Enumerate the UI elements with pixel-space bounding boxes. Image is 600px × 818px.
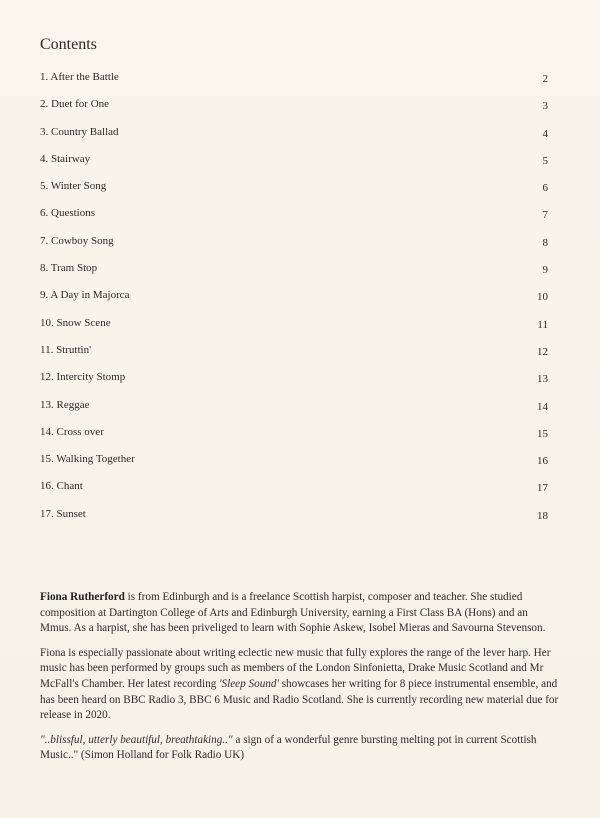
toc-entry-title: 14. Cross over (40, 425, 104, 438)
bio-paragraph-2 (40, 646, 560, 724)
toc-entry-page: 8 (542, 236, 548, 249)
bio-text-1: is from Edinburgh and is a freelance Scottish harpist, composer and teacher. She studied composition at Dartington College of Arts and Edinburgh University, earning a First Class BA (Hons) and an Mmus. As a harpist, she has been priveliged to learn with Sophie Askew, Isobel Mieras and Savourna Stevenson. (40, 591, 546, 635)
review-quote (40, 733, 560, 764)
toc-entry-title: 2. Duet for One (40, 98, 110, 111)
toc-entry-title: 4. Stairway (40, 152, 91, 165)
toc-entry (40, 121, 550, 148)
album-title: 'Sleep Sound' (219, 677, 279, 690)
toc-entry (40, 312, 550, 339)
bio-paragraph-1 (40, 590, 560, 637)
toc-entry-title: 13. Reggae (40, 398, 90, 411)
toc-entry-title: 7. Cowboy Song (40, 234, 114, 247)
toc-entry (40, 394, 550, 421)
toc-entry-title: 11. Struttin' (40, 343, 92, 356)
contents-heading: Contents (40, 36, 97, 53)
toc-entry-page: 16 (537, 455, 548, 468)
quote-attribution: a sign of a wonderful genre bursting melting pot in current Scottish Music.." (Simon Holland for Folk Radio UK) (40, 733, 537, 762)
toc-entry-title: 5. Winter Song (40, 180, 107, 193)
bio-text-2a: Fiona is especially passionate about writing eclectic new music that fully explores the range of the lever harp. Her music has been performed by groups such as members of the London Sinfonietta, Drake Music Scotland and Mr McFall's Chamber. Her latest recording (40, 646, 551, 690)
toc-entry (40, 93, 550, 120)
toc-entry-page: 2 (542, 73, 548, 85)
toc-entry-page: 10 (537, 291, 548, 304)
toc-entry (40, 503, 550, 530)
toc-entry (40, 339, 550, 366)
toc-entry-page: 14 (537, 400, 548, 413)
composer-name: Fiona Rutherford (40, 591, 125, 603)
toc-entry (40, 175, 550, 202)
toc-entry (40, 66, 550, 93)
toc-entry-page: 9 (542, 264, 548, 277)
toc-entry (40, 448, 550, 475)
toc-entry-page: 13 (537, 373, 548, 386)
toc-entry-page: 17 (537, 482, 548, 495)
toc-entry-title: 8. Tram Stop (40, 262, 98, 275)
toc-entry (40, 148, 550, 175)
toc-entry (40, 230, 550, 257)
toc-entry-page: 4 (542, 127, 548, 140)
toc-entry-page: 12 (537, 345, 548, 358)
toc-entry-title: 1. After the Battle (40, 71, 119, 83)
bio-text-2b: showcases her writing for 8 piece instrumental ensemble, and has been heard on BBC Radio 3, BBC 6 Music and Radio Scotland. She is currently recording new material due for release in 2020. (40, 677, 559, 722)
toc-entry (40, 475, 550, 502)
toc-entry-page: 5 (542, 154, 548, 167)
quote-text: "..blissful, utterly beautiful, breathtaking.." (40, 733, 233, 746)
toc-entry-title: 10. Snow Scene (40, 316, 111, 329)
toc-entry-page: 3 (542, 100, 548, 113)
table-of-contents (40, 66, 550, 530)
toc-entry-page: 15 (537, 427, 548, 440)
toc-entry-page: 7 (542, 209, 548, 222)
toc-entry-title: 3. Country Ballad (40, 125, 119, 138)
toc-entry-title: 9. A Day in Majorca (40, 289, 130, 302)
toc-entry-page: 11 (537, 318, 548, 331)
composer-bio (40, 590, 560, 773)
toc-entry-title: 15. Walking Together (40, 453, 135, 466)
toc-entry (40, 366, 550, 393)
toc-entry-title: 6. Questions (40, 207, 95, 220)
toc-entry-page: 6 (542, 182, 548, 195)
toc-entry (40, 202, 550, 229)
toc-entry (40, 421, 550, 448)
toc-entry-title: 17. Sunset (40, 507, 86, 520)
toc-entry-title: 12. Intercity Stomp (40, 371, 126, 384)
toc-entry (40, 257, 550, 284)
toc-entry (40, 284, 550, 311)
toc-entry-title: 16. Chant (40, 480, 83, 493)
toc-entry-page: 18 (537, 509, 548, 522)
